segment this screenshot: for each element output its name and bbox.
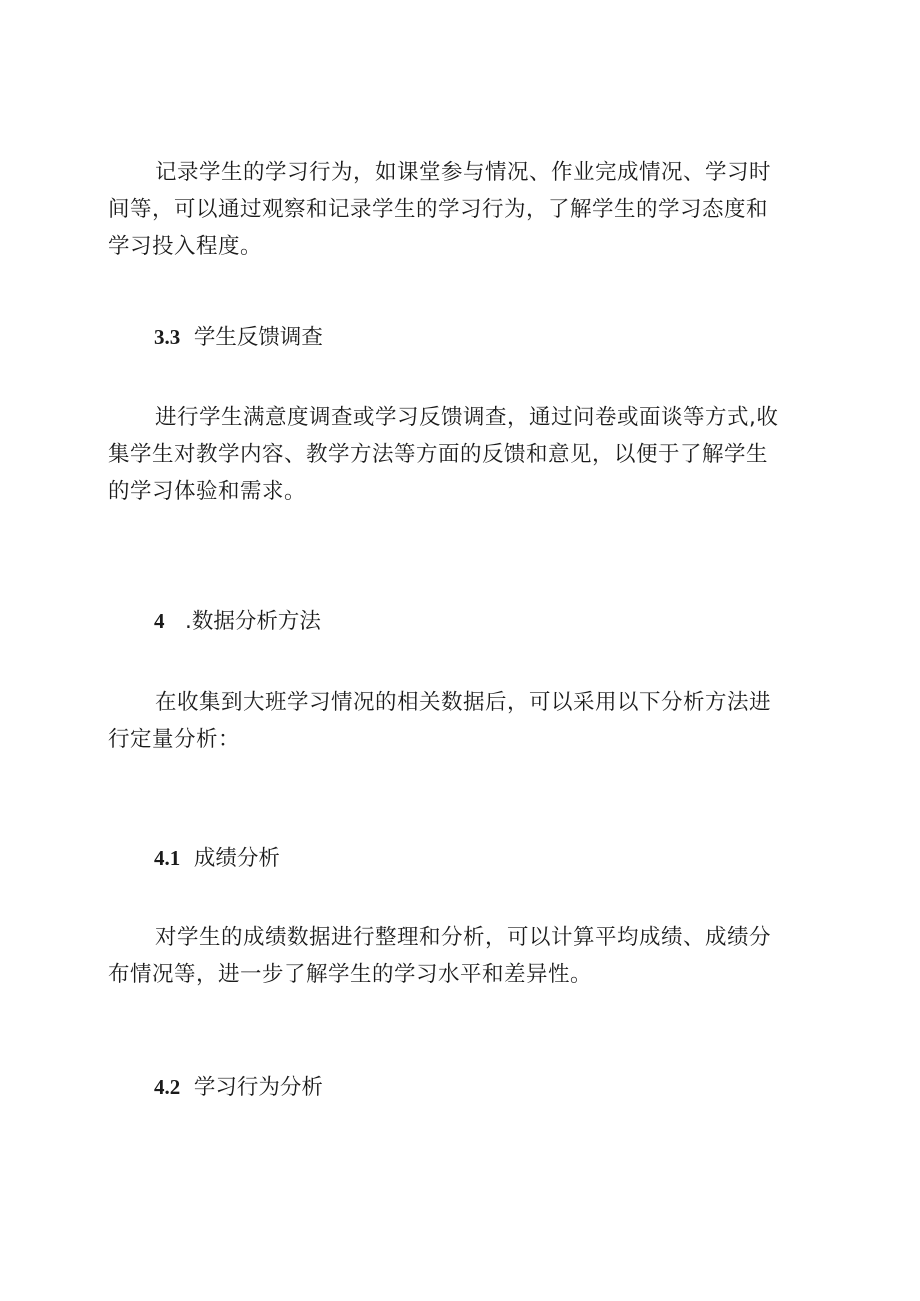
- section-number: 3.3: [154, 325, 181, 349]
- section-heading-4: [154, 606, 321, 637]
- section-heading-4-2: [154, 1072, 323, 1103]
- paragraph-line: 进行学生满意度调查或学习反馈调查，通过问卷或面谈等方式,收: [155, 405, 779, 430]
- paragraph-analysis-intro: [108, 684, 820, 758]
- paragraph-line: 间等，可以通过观察和记录学生的学习行为，了解学生的学习态度和: [108, 197, 769, 222]
- paragraph-student-feedback: [108, 399, 820, 510]
- paragraph-line: 对学生的成绩数据进行整理和分析，可以计算平均成绩、成绩分: [155, 925, 772, 950]
- section-number: 4: [154, 609, 165, 633]
- paragraph-line: 在收集到大班学习情况的相关数据后，可以采用以下分析方法进: [155, 690, 772, 715]
- paragraph-learning-behavior-record: [108, 154, 820, 265]
- section-title: 成绩分析: [193, 846, 280, 871]
- section-title: .数据分析方法: [185, 609, 321, 634]
- paragraph-line: 布情况等，进一步了解学生的学习水平和差异性。: [108, 962, 593, 987]
- paragraph-line: 学习投入程度。: [108, 234, 263, 259]
- section-number: 4.1: [154, 846, 181, 870]
- section-title: 学习行为分析: [193, 1075, 323, 1100]
- section-heading-4-1: [154, 843, 280, 874]
- section-title: 学生反馈调查: [193, 325, 323, 350]
- section-number: 4.2: [154, 1075, 181, 1099]
- paragraph-score-analysis: [108, 919, 820, 993]
- paragraph-line: 记录学生的学习行为，如课堂参与情况、作业完成情况、学习时: [155, 160, 772, 185]
- paragraph-line: 的学习体验和需求。: [108, 479, 307, 504]
- paragraph-line: 行定量分析：: [108, 727, 241, 752]
- paragraph-line: 集学生对教学内容、教学方法等方面的反馈和意见，以便于了解学生: [108, 442, 769, 467]
- section-heading-3-3: [154, 322, 323, 353]
